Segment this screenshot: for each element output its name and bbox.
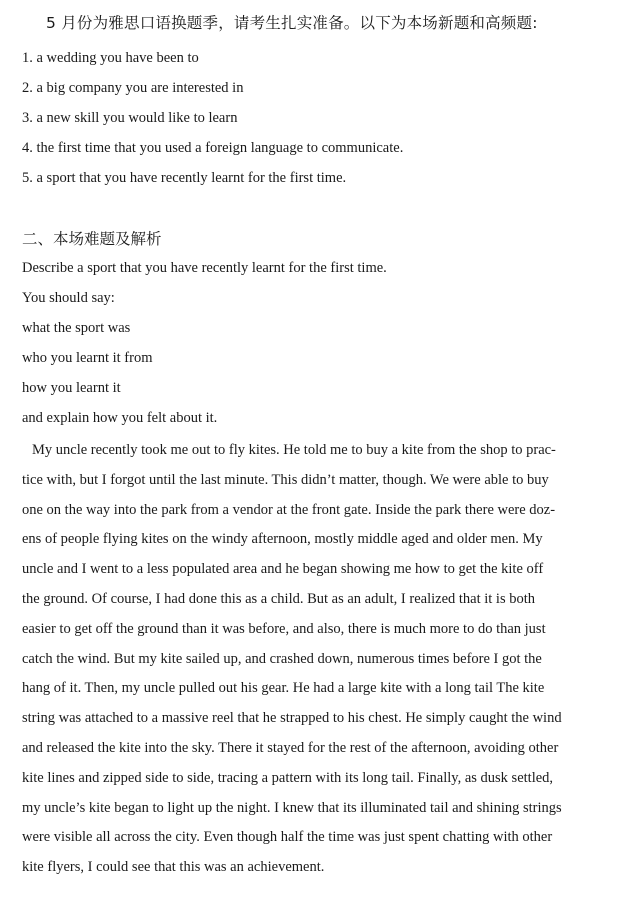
cue-card-line: You should say: (22, 290, 115, 306)
cue-card-prompt: Describe a sport that you have recently learnt for the first time. (22, 260, 387, 276)
topic-item: 1. a wedding you have been to (22, 50, 199, 66)
answer-line: string was attached to a massive reel that he strapped to his chest. He simply caught the wind (22, 710, 562, 727)
cue-card-line: how you learnt it (22, 380, 121, 396)
cue-card (22, 257, 387, 437)
cue-card-line: what the sport was (22, 320, 131, 336)
intro-text: 5 月份为雅思口语换题季，请考生扎实准备。以下为本场新题和高频题: (46, 14, 538, 32)
answer-line: were visible all across the city. Even though half the time was just spent chatting with other (22, 829, 553, 846)
topic-item: 3. a new skill you would like to learn (22, 110, 238, 126)
answer-line: easier to get off the ground than it was before, and also, there is much more to do than just (22, 620, 546, 637)
answer-line: uncle and I went to a less populated area and he began showing me how to get the kite off (22, 561, 544, 578)
answer-line: one on the way into the park from a vendor at the front gate. Inside the park there were doz- (22, 501, 556, 518)
answer-line: ens of people flying kites on the windy afternoon, mostly middle aged and older men. My (22, 531, 543, 548)
cue-card-line: and explain how you felt about it. (22, 410, 218, 426)
answer-line: My uncle recently took me out to fly kites. He told me to buy a kite from the shop to prac- (32, 442, 556, 458)
answer-line: the ground. Of course, I had done this as a child. But as an adult, I realized that it is both (22, 590, 536, 607)
answer-line: catch the wind. But my kite sailed up, and crashed down, numerous times before I got the (22, 650, 542, 667)
topic-list (22, 47, 403, 197)
answer-line: my uncle’s kite began to light up the night. I knew that its illuminated tail and shining strings (22, 799, 562, 816)
answer-line: kite flyers, I could see that this was an achievement. (22, 859, 325, 876)
cue-card-line: who you learnt it from (22, 350, 153, 366)
answer-line: tice with, but I forgot until the last minute. This didn’t matter, though. We were able to buy (22, 471, 549, 488)
answer-line: hang of it. Then, my uncle pulled out his gear. He had a large kite with a long tail The kite (22, 680, 545, 697)
sample-answer (22, 439, 606, 886)
answer-line: and released the kite into the sky. There it stayed for the rest of the afternoon, avoiding other (22, 739, 559, 756)
answer-line: kite lines and zipped side to side, tracing a pattern with its long tail. Finally, as dusk settled, (22, 769, 554, 786)
topic-item: 5. a sport that you have recently learnt for the first time. (22, 170, 347, 186)
section-heading: 二、本场难题及解析 (22, 230, 162, 248)
topic-item: 2. a big company you are interested in (22, 80, 244, 96)
topic-item: 4. the first time that you used a foreign language to communicate. (22, 140, 404, 156)
